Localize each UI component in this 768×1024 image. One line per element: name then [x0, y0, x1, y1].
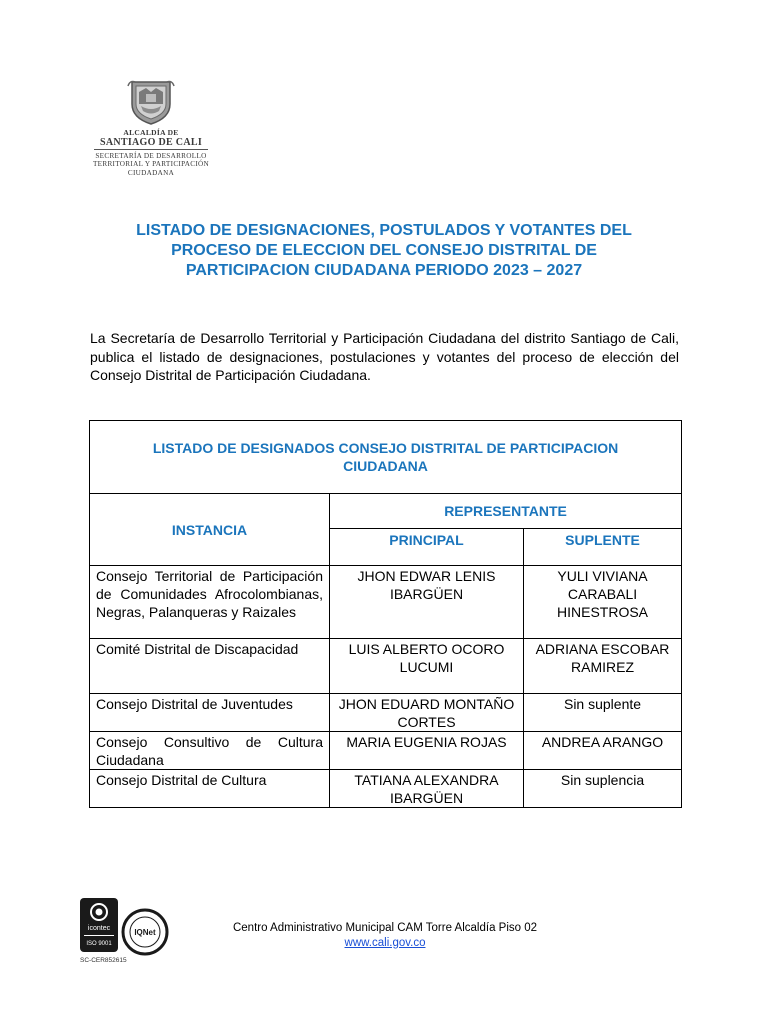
iqnet-certification-logo: [121, 908, 169, 956]
logo-line-2: SANTIAGO DE CALI: [99, 137, 203, 148]
cell-instancia: Comité Distrital de Discapacidad: [90, 639, 330, 694]
designados-table: [89, 420, 682, 808]
logo-line-5: CIUDADANA: [127, 168, 175, 177]
icontec-certification-logo: [80, 898, 118, 952]
cell-suplente: ADRIANA ESCOBAR RAMIREZ: [524, 639, 682, 694]
cell-instancia: Consejo Distrital de Cultura: [90, 770, 330, 808]
table-row: [90, 694, 682, 732]
alcaldia-logo: [88, 78, 214, 182]
cell-instancia: Consejo Territorial de Participación de Comunidades Afrocolombianas, Negras, Palanqueras y Raizales: [90, 566, 330, 639]
cell-principal: JHON EDWAR LENIS IBARGÜEN: [330, 566, 524, 639]
table-row: [90, 732, 682, 770]
cell-instancia: Consejo Distrital de Juventudes: [90, 694, 330, 732]
header-suplente: SUPLENTE: [524, 529, 682, 566]
header-instancia: INSTANCIA: [90, 494, 330, 566]
logo-line-4: TERRITORIAL Y PARTICIPACIÓN: [92, 160, 210, 169]
document-title: [90, 221, 678, 281]
cell-principal: JHON EDUARD MONTAÑO CORTES: [330, 694, 524, 732]
logo-line-3: SECRETARÍA DE DESARROLLO: [95, 152, 207, 160]
title-line-3: PARTICIPACION CIUDADANA PERIODO 2023 – 2027: [185, 262, 583, 279]
cell-principal: LUIS ALBERTO OCORO LUCUMI: [330, 639, 524, 694]
iqnet-text: IQNet: [134, 928, 156, 937]
header-principal: PRINCIPAL: [330, 529, 524, 566]
table-row: [90, 770, 682, 808]
cell-suplente: ANDREA ARANGO: [524, 732, 682, 770]
title-line-2: PROCESO DE ELECCION DEL CONSEJO DISTRITAL DE: [171, 242, 597, 259]
coat-of-arms-icon: [126, 78, 176, 126]
cell-suplente: Sin suplencia: [524, 770, 682, 808]
logo-secretaria: [88, 152, 214, 177]
table-row: [90, 566, 682, 639]
website-link[interactable]: www.cali.gov.co: [344, 936, 426, 949]
logo-line-1: ALCALDÍA DE: [123, 128, 179, 137]
iso-text: ISO 9001: [86, 941, 112, 947]
intro-paragraph: La Secretaría de Desarrollo Territorial y Participación Ciudadana del distrito Santiago de Cali, publica el listado de designaciones, postulaciones y votantes del proceso de elección del Consejo Distrital de Participación Ciudadana.: [90, 330, 679, 383]
icontec-text: icontec: [87, 925, 111, 932]
footer-address: Centro Administrativo Municipal CAM Torre Alcaldía Piso 02: [232, 922, 538, 934]
table-row: [90, 639, 682, 694]
cell-suplente: YULI VIVIANA CARABALI HINESTROSA: [524, 566, 682, 639]
cell-instancia: Consejo Consultivo de Cultura Ciudadana: [90, 732, 330, 770]
table-title: LISTADO DE DESIGNADOS CONSEJO DISTRITAL DE PARTICIPACION CIUDADANA: [90, 421, 682, 494]
cell-principal: MARIA EUGENIA ROJAS: [330, 732, 524, 770]
cell-principal: TATIANA ALEXANDRA IBARGÜEN: [330, 770, 524, 808]
cell-suplente: Sin suplente: [524, 694, 682, 732]
title-line-1: LISTADO DE DESIGNACIONES, POSTULADOS Y VOTANTES DEL: [136, 222, 632, 239]
header-representante: REPRESENTANTE: [330, 494, 682, 529]
footer: [200, 921, 570, 950]
certificate-code: SC-CER852615: [80, 957, 127, 964]
logo-divider: [94, 149, 208, 150]
